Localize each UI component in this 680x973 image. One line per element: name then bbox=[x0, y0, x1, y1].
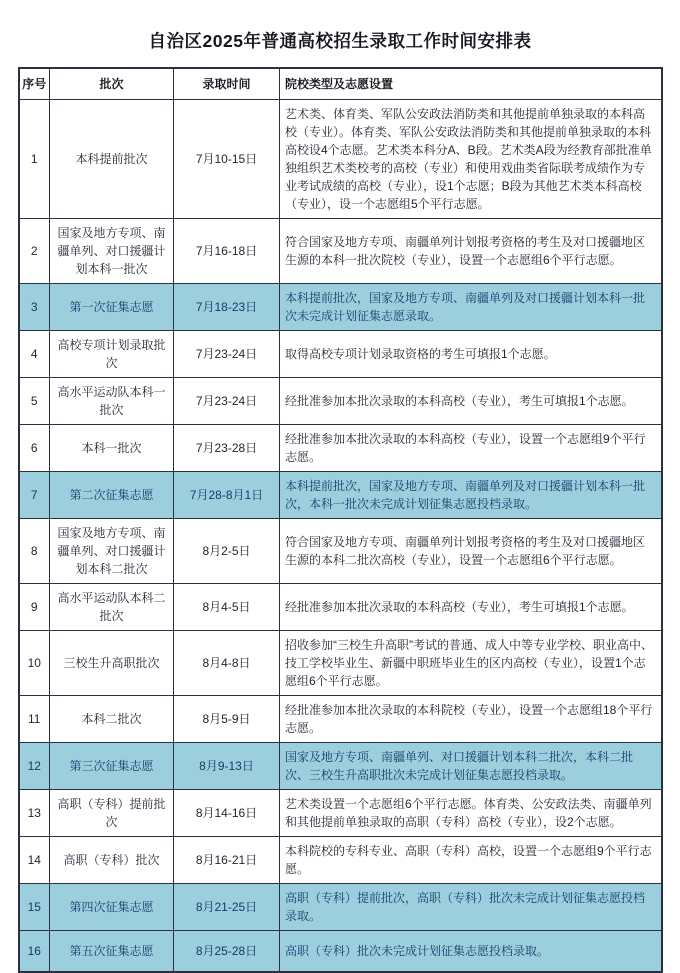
row-number-cell: 5 bbox=[19, 377, 50, 424]
college-type-detail-cell: 取得高校专项计划录取资格的考生可填报1个志愿。 bbox=[280, 330, 662, 377]
table-row bbox=[19, 330, 662, 377]
college-type-detail-cell: 高职（专科）提前批次，高职（专科）批次未完成计划征集志愿投档录取。 bbox=[280, 883, 662, 930]
admission-time-cell: 8月9-13日 bbox=[174, 742, 280, 789]
admission-time-cell: 8月5-9日 bbox=[174, 695, 280, 742]
admission-time-cell: 8月4-5日 bbox=[174, 583, 280, 630]
table-header bbox=[19, 68, 662, 99]
column-header-2: 录取时间 bbox=[174, 68, 280, 99]
admission-time-cell: 8月4-8日 bbox=[174, 630, 280, 695]
college-type-detail-cell: 经批准参加本批次录取的本科高校（专业），考生可填报1个志愿。 bbox=[280, 583, 662, 630]
college-type-detail-cell: 经批准参加本批次录取的本科院校（专业），设置一个志愿组18个平行志愿。 bbox=[280, 695, 662, 742]
row-number-cell: 12 bbox=[19, 742, 50, 789]
batch-name-cell: 本科一批次 bbox=[50, 424, 174, 471]
batch-name-cell: 第三次征集志愿 bbox=[50, 742, 174, 789]
admission-time-cell: 8月21-25日 bbox=[174, 883, 280, 930]
admission-time-cell: 7月23-24日 bbox=[174, 330, 280, 377]
column-header-3: 院校类型及志愿设置 bbox=[280, 68, 662, 99]
row-number-cell: 4 bbox=[19, 330, 50, 377]
batch-name-cell: 本科提前批次 bbox=[50, 99, 174, 218]
row-number-cell: 14 bbox=[19, 836, 50, 883]
admission-time-cell: 7月16-18日 bbox=[174, 218, 280, 283]
college-type-detail-cell: 符合国家及地方专项、南疆单列计划报考资格的考生及对口援疆地区生源的本科二批次高校（专业），设置一个志愿组6个平行志愿。 bbox=[280, 518, 662, 583]
row-number-cell: 6 bbox=[19, 424, 50, 471]
row-number-cell: 8 bbox=[19, 518, 50, 583]
table-row bbox=[19, 630, 662, 695]
college-type-detail-cell: 经批准参加本批次录取的本科高校（专业），考生可填报1个志愿。 bbox=[280, 377, 662, 424]
college-type-detail-cell: 艺术类设置一个志愿组6个平行志愿。体育类、公安政法类、南疆单列和其他提前单独录取的高职（专科）高校（专业），设2个志愿。 bbox=[280, 789, 662, 836]
college-type-detail-cell: 国家及地方专项、南疆单列、对口援疆计划本科二批次，本科二批次、三校生升高职批次未完成计划征集志愿投档录取。 bbox=[280, 742, 662, 789]
college-type-detail-cell: 艺术类、体育类、军队公安政法消防类和其他提前单独录取的本科高校（专业）。体育类、军队公安政法消防类和其他提前单独录取的本科高校设4个志愿。艺术类本科分A、B段。艺术类A段为经教育部批准单独组织艺术类校考的高校（专业）和使用戏曲类省际联考成绩作为专业考试成绩的高校（专业），设1个志愿；B段为其他艺术类本科高校（专业），设一个志愿组5个平行志愿。 bbox=[280, 99, 662, 218]
table-row bbox=[19, 695, 662, 742]
page-title: 自治区2025年普通高校招生录取工作时间安排表 bbox=[148, 31, 532, 51]
college-type-detail-cell: 招收参加“三校生升高职”考试的普通、成人中等专业学校、职业高中、技工学校毕业生、新疆中职班毕业生的区内高校（专业），设置1个志愿组6个平行志愿。 bbox=[280, 630, 662, 695]
batch-name-cell: 高职（专科）提前批次 bbox=[50, 789, 174, 836]
row-number-cell: 15 bbox=[19, 883, 50, 930]
table-row bbox=[19, 99, 662, 218]
batch-name-cell: 第五次征集志愿 bbox=[50, 930, 174, 972]
college-type-detail-cell: 本科提前批次，国家及地方专项、南疆单列及对口援疆计划本科一批次未完成计划征集志愿录取。 bbox=[280, 283, 662, 330]
row-number-cell: 11 bbox=[19, 695, 50, 742]
admission-time-cell: 8月2-5日 bbox=[174, 518, 280, 583]
row-number-cell: 16 bbox=[19, 930, 50, 972]
schedule-table bbox=[18, 67, 663, 973]
admission-time-cell: 7月18-23日 bbox=[174, 283, 280, 330]
batch-name-cell: 国家及地方专项、南疆单列、对口援疆计划本科二批次 bbox=[50, 518, 174, 583]
row-number-cell: 10 bbox=[19, 630, 50, 695]
admission-time-cell: 7月23-24日 bbox=[174, 377, 280, 424]
admission-time-cell: 7月23-28日 bbox=[174, 424, 280, 471]
table-body bbox=[19, 99, 662, 972]
table-row bbox=[19, 583, 662, 630]
table-row bbox=[19, 789, 662, 836]
batch-name-cell: 高校专项计划录取批次 bbox=[50, 330, 174, 377]
row-number-cell: 9 bbox=[19, 583, 50, 630]
row-number-cell: 2 bbox=[19, 218, 50, 283]
admission-time-cell: 8月14-16日 bbox=[174, 789, 280, 836]
table-row bbox=[19, 883, 662, 930]
batch-name-cell: 第一次征集志愿 bbox=[50, 283, 174, 330]
table-row bbox=[19, 424, 662, 471]
header-row bbox=[19, 68, 662, 99]
batch-name-cell: 第二次征集志愿 bbox=[50, 471, 174, 518]
table-row bbox=[19, 518, 662, 583]
college-type-detail-cell: 本科院校的专科专业、高职（专科）高校，设置一个志愿组9个平行志愿。 bbox=[280, 836, 662, 883]
batch-name-cell: 国家及地方专项、南疆单列、对口援疆计划本科一批次 bbox=[50, 218, 174, 283]
college-type-detail-cell: 本科提前批次，国家及地方专项、南疆单列及对口援疆计划本科一批次，本科一批次未完成计划征集志愿投档录取。 bbox=[280, 471, 662, 518]
table-row bbox=[19, 836, 662, 883]
college-type-detail-cell: 高职（专科）批次未完成计划征集志愿投档录取。 bbox=[280, 930, 662, 972]
batch-name-cell: 高职（专科）批次 bbox=[50, 836, 174, 883]
admission-time-cell: 8月25-28日 bbox=[174, 930, 280, 972]
batch-name-cell: 三校生升高职批次 bbox=[50, 630, 174, 695]
admission-time-cell: 7月10-15日 bbox=[174, 99, 280, 218]
row-number-cell: 3 bbox=[19, 283, 50, 330]
admission-time-cell: 7月28-8月1日 bbox=[174, 471, 280, 518]
column-header-0: 序号 bbox=[19, 68, 50, 99]
row-number-cell: 1 bbox=[19, 99, 50, 218]
college-type-detail-cell: 符合国家及地方专项、南疆单列计划报考资格的考生及对口援疆地区生源的本科一批次院校（专业），设置一个志愿组6个平行志愿。 bbox=[280, 218, 662, 283]
batch-name-cell: 第四次征集志愿 bbox=[50, 883, 174, 930]
batch-name-cell: 本科二批次 bbox=[50, 695, 174, 742]
row-number-cell: 7 bbox=[19, 471, 50, 518]
column-header-1: 批次 bbox=[50, 68, 174, 99]
table-row bbox=[19, 930, 662, 972]
document-page bbox=[0, 28, 680, 973]
table-row bbox=[19, 471, 662, 518]
batch-name-cell: 高水平运动队本科二批次 bbox=[50, 583, 174, 630]
table-row bbox=[19, 218, 662, 283]
admission-time-cell: 8月16-21日 bbox=[174, 836, 280, 883]
table-row bbox=[19, 283, 662, 330]
table-row bbox=[19, 742, 662, 789]
batch-name-cell: 高水平运动队本科一批次 bbox=[50, 377, 174, 424]
college-type-detail-cell: 经批准参加本批次录取的本科高校（专业），设置一个志愿组9个平行志愿。 bbox=[280, 424, 662, 471]
table-row bbox=[19, 377, 662, 424]
row-number-cell: 13 bbox=[19, 789, 50, 836]
